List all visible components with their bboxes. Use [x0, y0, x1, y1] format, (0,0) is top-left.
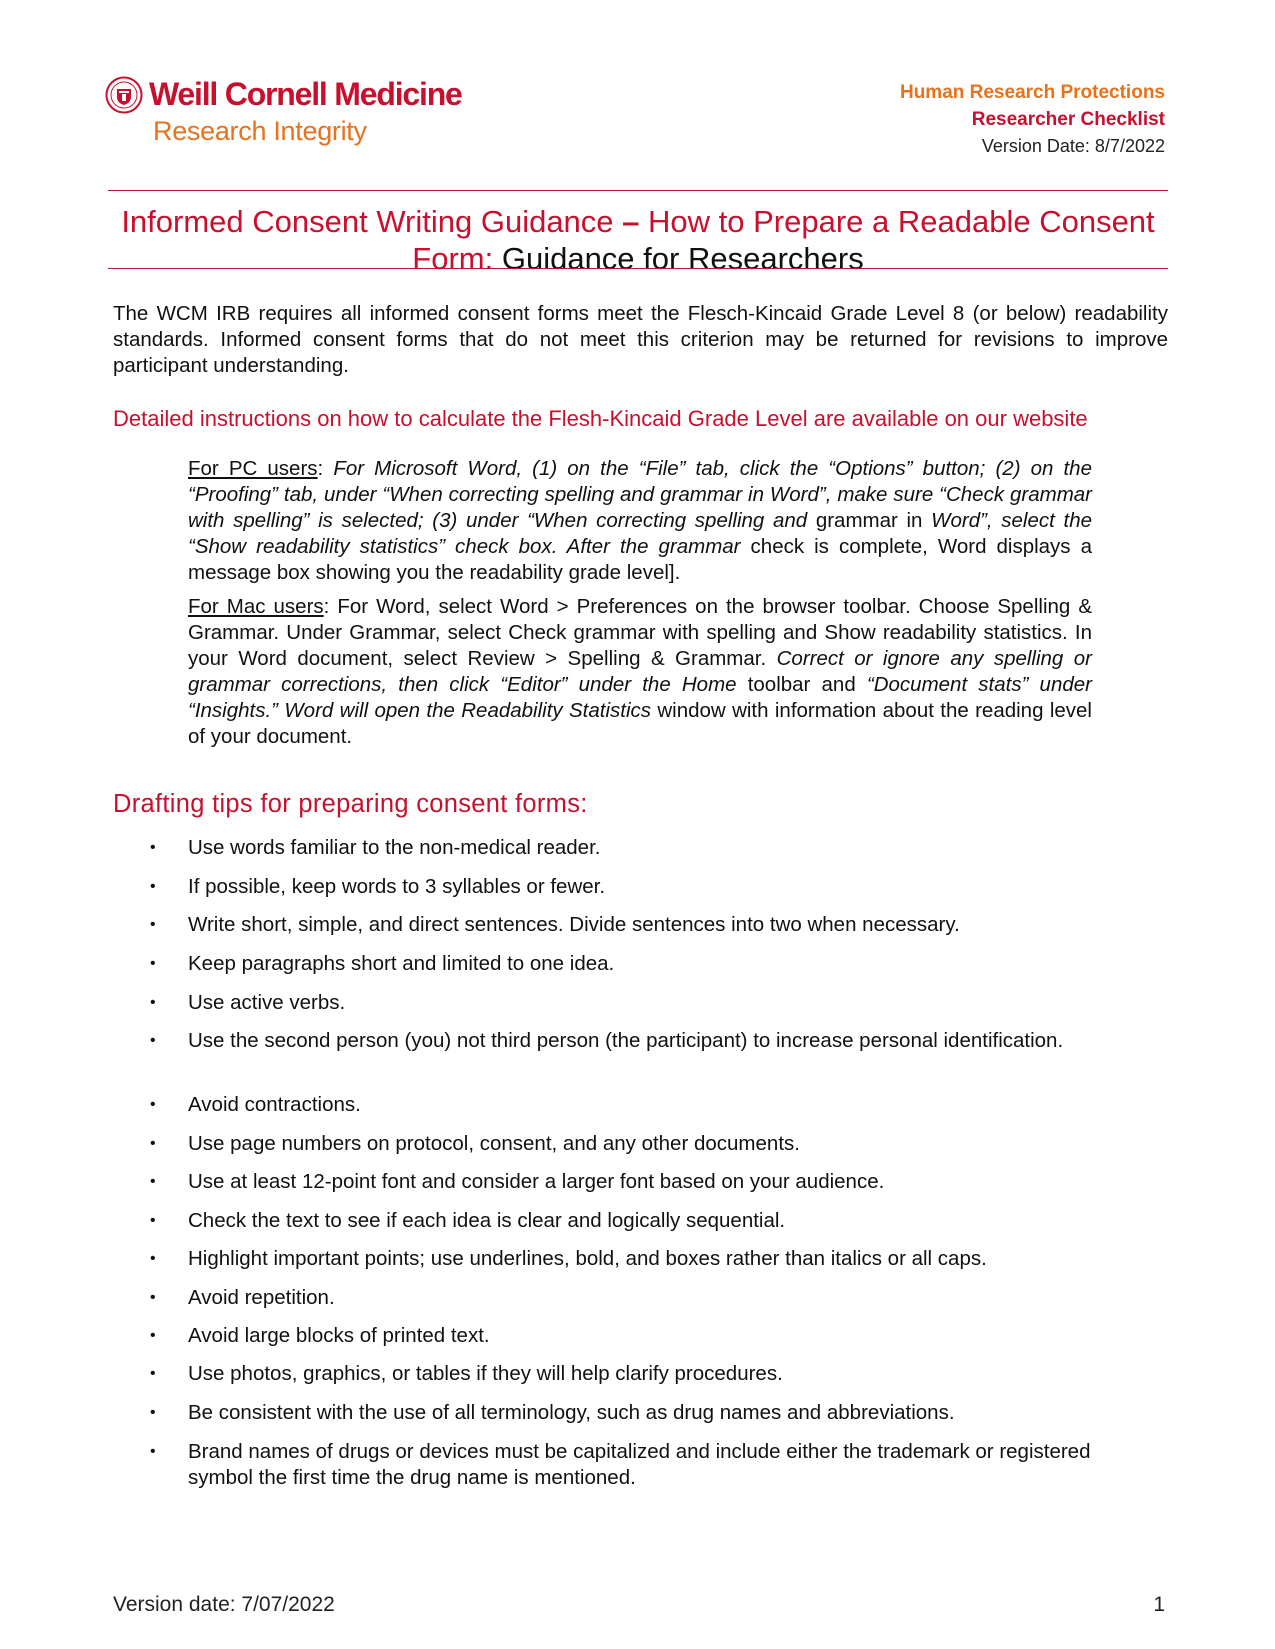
tip-text: Use words familiar to the non-medical reader. [188, 836, 601, 859]
tip-text: Check the text to see if each idea is clear and logically sequential. [188, 1209, 786, 1232]
tip-text: Keep paragraphs short and limited to one idea. [188, 952, 615, 975]
bullet-icon: • [150, 1327, 156, 1344]
tip-text: Use the second person (you) not third person (the participant) to increase personal identification. [188, 1029, 1064, 1052]
bullet-icon: • [150, 1365, 156, 1382]
bullet-icon: • [150, 1032, 156, 1049]
tip-text: Avoid large blocks of printed text. [188, 1324, 490, 1347]
bullet-icon: • [150, 955, 156, 972]
bullet-icon: • [150, 878, 156, 895]
page-title [108, 203, 1168, 277]
bullet-icon: • [150, 916, 156, 933]
bullet-icon: • [150, 994, 156, 1011]
title-red-part-2: How to Prepare a Readable Consent Form: [412, 204, 1155, 276]
tip-text: Avoid repetition. [188, 1286, 335, 1309]
tip-text: Use page numbers on protocol, consent, and any other documents. [188, 1132, 800, 1155]
tip-text: Use photos, graphics, or tables if they will help clarify procedures. [188, 1362, 783, 1385]
bullet-icon: • [150, 1404, 156, 1421]
tip-text: Be consistent with the use of all terminology, such as drug names and abbreviations. [188, 1401, 955, 1424]
title-black-part: Guidance for Researchers [493, 241, 864, 276]
tip-text: Use active verbs. [188, 991, 346, 1014]
title-dash: – [622, 204, 640, 239]
pc-plain-1: grammar in [807, 509, 932, 532]
bullet-icon: • [150, 1135, 156, 1152]
mac-plain-1: : For Word, select Word > Preferences on the browser toolbar. Choose Spelling & Grammar. Under Grammar, select Check grammar with spelling and Show readability statistics. In your Word document, select Review > Spelling & Grammar. [188, 595, 1092, 670]
mac-instructions [188, 594, 1092, 750]
mac-italic-2: “Document stats” under “Insights.” Word will open the Readability Statistics [188, 673, 1092, 722]
mac-italic-1: Correct or ignore any spelling or grammar corrections, then click “Editor” under the Home [188, 647, 1093, 696]
cornell-seal-icon [105, 76, 143, 114]
tips-heading: Drafting tips for preparing consent forms: [113, 790, 588, 818]
bullet-icon: • [150, 1443, 156, 1460]
intro-paragraph: The WCM IRB requires all informed consent forms meet the Flesch-Kincaid Grade Level 8 (or below) readability standards. Informed consent forms that do not meet this criterion may be returned for revisions to improve participant understanding. [113, 302, 1168, 377]
bullet-icon: • [150, 1096, 156, 1113]
logo-sub-text: Research Integrity [153, 116, 367, 146]
mac-plain-2: toolbar and [736, 673, 867, 696]
mac-label: For Mac users [188, 595, 324, 618]
tip-text: Highlight important points; use underlines, bold, and boxes rather than italics or all caps. [188, 1247, 987, 1270]
bullet-icon: • [150, 1212, 156, 1229]
tip-text: Brand names of drugs or devices must be capitalized and include either the trademark or registered symbol the first time the drug name is mentioned. [188, 1440, 1091, 1489]
title-rule-top [108, 190, 1168, 191]
title-rule-bottom [108, 268, 1168, 269]
header-version-date: Version Date: 8/7/2022 [981, 136, 1165, 156]
tip-text: Write short, simple, and direct sentences. Divide sentences into two when necessary. [188, 913, 960, 936]
document-type-label: Researcher Checklist [971, 109, 1165, 130]
bullet-icon: • [150, 1250, 156, 1267]
pc-instructions [188, 456, 1092, 586]
pc-italic-1: For Microsoft Word, (1) on the “File” tab, click the “Options” button; (2) on the “Proofing” tab, under “When correcting spelling and grammar in Word”, make sure “Check grammar with spelling” is selected; (3) under “When correcting spelling and [188, 457, 1092, 532]
logo-main-text: Weill Cornell Medicine [149, 76, 462, 112]
page-number: 1 [1153, 1593, 1165, 1616]
instructions-link[interactable]: Detailed instructions on how to calculate the Flesh-Kincaid Grade Level are available on our website [113, 406, 1088, 431]
header-info [900, 79, 1165, 159]
mac-plain-3: window with information about the reading level of your document. [188, 699, 1092, 748]
pc-plain-2: check is complete, Word displays a message box showing you the readability grade level]. [188, 535, 1092, 584]
pc-italic-2: Word”, select the “Show readability statistics” check box. After the grammar [188, 509, 1092, 558]
tip-text: If possible, keep words to 3 syllables or fewer. [188, 875, 606, 898]
wcm-logo [105, 72, 525, 152]
bullet-icon: • [150, 1289, 156, 1306]
pc-label: For PC users [188, 457, 318, 480]
department-label: Human Research Protections [899, 82, 1165, 103]
footer-version-date: Version date: 7/07/2022 [113, 1593, 335, 1616]
title-red-part: Informed Consent Writing Guidance [121, 204, 623, 239]
pc-colon: : [317, 457, 334, 480]
bullet-icon: • [150, 1173, 156, 1190]
tip-text: Use at least 12-point font and consider a larger font based on your audience. [188, 1170, 885, 1193]
bullet-icon: • [150, 839, 156, 856]
tip-text: Avoid contractions. [188, 1093, 361, 1116]
